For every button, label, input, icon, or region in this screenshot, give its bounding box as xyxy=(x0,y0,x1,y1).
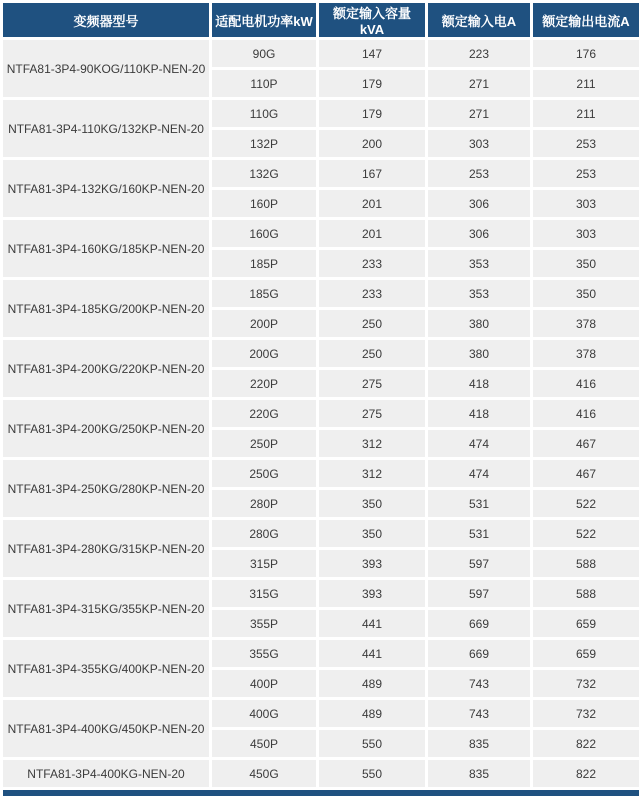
model-cell: NTFA81-3P4-200KG/220KP-NEN-20 xyxy=(3,340,209,397)
model-cell: NTFA81-3P4-160KG/185KP-NEN-20 xyxy=(3,220,209,277)
model-cell: NTFA81-3P4-250KG/280KP-NEN-20 xyxy=(3,460,209,517)
input-current-cell: 380 xyxy=(428,310,530,337)
power-cell: 250G xyxy=(212,460,316,487)
output-current-cell: 588 xyxy=(533,550,639,577)
table-row xyxy=(3,460,639,487)
input-current-cell: 353 xyxy=(428,280,530,307)
model-cell: NTFA81-3P4-185KG/200KP-NEN-20 xyxy=(3,280,209,337)
kva-cell: 275 xyxy=(319,370,425,397)
power-cell: 400P xyxy=(212,670,316,697)
input-current-cell: 531 xyxy=(428,490,530,517)
table-row xyxy=(3,520,639,547)
input-current-cell: 253 xyxy=(428,160,530,187)
table-row xyxy=(3,100,639,127)
table-row xyxy=(3,640,639,667)
power-cell: 110G xyxy=(212,100,316,127)
input-current-cell: 474 xyxy=(428,430,530,457)
kva-cell: 179 xyxy=(319,70,425,97)
power-cell: 185P xyxy=(212,250,316,277)
input-current-cell: 474 xyxy=(428,460,530,487)
table-header xyxy=(3,3,639,37)
col-header-motor-power: 适配电机功率kW xyxy=(212,3,316,37)
table-row xyxy=(3,700,639,727)
output-current-cell: 732 xyxy=(533,700,639,727)
input-current-cell: 306 xyxy=(428,190,530,217)
kva-cell: 393 xyxy=(319,550,425,577)
power-cell: 220P xyxy=(212,370,316,397)
output-current-cell: 822 xyxy=(533,760,639,787)
input-current-cell: 597 xyxy=(428,580,530,607)
output-current-cell: 467 xyxy=(533,460,639,487)
power-cell: 132G xyxy=(212,160,316,187)
model-cell: NTFA81-3P4-355KG/400KP-NEN-20 xyxy=(3,640,209,697)
col-header-model: 变频器型号 xyxy=(3,3,209,37)
power-cell: 315G xyxy=(212,580,316,607)
input-current-cell: 835 xyxy=(428,760,530,787)
kva-cell: 201 xyxy=(319,220,425,247)
input-current-cell: 353 xyxy=(428,250,530,277)
output-current-cell: 350 xyxy=(533,250,639,277)
kva-cell: 489 xyxy=(319,700,425,727)
power-cell: 400G xyxy=(212,700,316,727)
kva-cell: 550 xyxy=(319,730,425,757)
power-cell: 220G xyxy=(212,400,316,427)
output-current-cell: 659 xyxy=(533,640,639,667)
input-current-cell: 669 xyxy=(428,640,530,667)
output-current-cell: 378 xyxy=(533,340,639,367)
input-current-cell: 380 xyxy=(428,340,530,367)
kva-cell: 275 xyxy=(319,400,425,427)
table-row xyxy=(3,340,639,367)
table-row xyxy=(3,280,639,307)
table-row xyxy=(3,580,639,607)
input-current-cell: 531 xyxy=(428,520,530,547)
input-current-cell: 835 xyxy=(428,730,530,757)
kva-cell: 147 xyxy=(319,40,425,67)
model-cell: NTFA81-3P4-110KG/132KP-NEN-20 xyxy=(3,100,209,157)
input-current-cell: 418 xyxy=(428,400,530,427)
kva-cell: 489 xyxy=(319,670,425,697)
kva-cell: 233 xyxy=(319,250,425,277)
power-cell: 200G xyxy=(212,340,316,367)
output-current-cell: 378 xyxy=(533,310,639,337)
table-row xyxy=(3,220,639,247)
kva-cell: 312 xyxy=(319,430,425,457)
kva-cell: 233 xyxy=(319,280,425,307)
output-current-cell: 588 xyxy=(533,580,639,607)
table-bottom-bar xyxy=(3,790,639,796)
power-cell: 160G xyxy=(212,220,316,247)
input-current-cell: 743 xyxy=(428,700,530,727)
kva-cell: 312 xyxy=(319,460,425,487)
output-current-cell: 211 xyxy=(533,100,639,127)
power-cell: 280G xyxy=(212,520,316,547)
kva-cell: 350 xyxy=(319,490,425,517)
output-current-cell: 467 xyxy=(533,430,639,457)
model-cell: NTFA81-3P4-132KG/160KP-NEN-20 xyxy=(3,160,209,217)
input-current-cell: 669 xyxy=(428,610,530,637)
kva-cell: 167 xyxy=(319,160,425,187)
output-current-cell: 211 xyxy=(533,70,639,97)
kva-cell: 550 xyxy=(319,760,425,787)
kva-cell: 441 xyxy=(319,640,425,667)
model-cell: NTFA81-3P4-400KG-NEN-20 xyxy=(3,760,209,787)
kva-cell: 393 xyxy=(319,580,425,607)
output-current-cell: 522 xyxy=(533,490,639,517)
power-cell: 280P xyxy=(212,490,316,517)
output-current-cell: 522 xyxy=(533,520,639,547)
power-cell: 160P xyxy=(212,190,316,217)
col-header-input-capacity: 额定输入容量kVA xyxy=(319,3,425,37)
input-current-cell: 418 xyxy=(428,370,530,397)
model-cell: NTFA81-3P4-90KOG/110KP-NEN-20 xyxy=(3,40,209,97)
kva-cell: 200 xyxy=(319,130,425,157)
table-row xyxy=(3,160,639,187)
header-row xyxy=(3,3,639,37)
kva-cell: 179 xyxy=(319,100,425,127)
table-row xyxy=(3,760,639,787)
input-current-cell: 271 xyxy=(428,100,530,127)
power-cell: 110P xyxy=(212,70,316,97)
input-current-cell: 303 xyxy=(428,130,530,157)
model-cell: NTFA81-3P4-315KG/355KP-NEN-20 xyxy=(3,580,209,637)
kva-cell: 250 xyxy=(319,340,425,367)
output-current-cell: 303 xyxy=(533,220,639,247)
power-cell: 315P xyxy=(212,550,316,577)
power-cell: 450P xyxy=(212,730,316,757)
output-current-cell: 659 xyxy=(533,610,639,637)
input-current-cell: 271 xyxy=(428,70,530,97)
input-current-cell: 743 xyxy=(428,670,530,697)
model-cell: NTFA81-3P4-400KG/450KP-NEN-20 xyxy=(3,700,209,757)
input-current-cell: 223 xyxy=(428,40,530,67)
input-current-cell: 597 xyxy=(428,550,530,577)
table-body xyxy=(3,40,639,787)
power-cell: 200P xyxy=(212,310,316,337)
kva-cell: 441 xyxy=(319,610,425,637)
power-cell: 132P xyxy=(212,130,316,157)
output-current-cell: 253 xyxy=(533,160,639,187)
power-cell: 90G xyxy=(212,40,316,67)
output-current-cell: 416 xyxy=(533,400,639,427)
kva-cell: 350 xyxy=(319,520,425,547)
kva-cell: 201 xyxy=(319,190,425,217)
model-cell: NTFA81-3P4-280KG/315KP-NEN-20 xyxy=(3,520,209,577)
power-cell: 250P xyxy=(212,430,316,457)
power-cell: 355P xyxy=(212,610,316,637)
col-header-output-current: 额定输出电流A xyxy=(533,3,639,37)
output-current-cell: 732 xyxy=(533,670,639,697)
output-current-cell: 416 xyxy=(533,370,639,397)
table-row xyxy=(3,40,639,67)
kva-cell: 250 xyxy=(319,310,425,337)
power-cell: 185G xyxy=(212,280,316,307)
table-row xyxy=(3,400,639,427)
output-current-cell: 350 xyxy=(533,280,639,307)
output-current-cell: 176 xyxy=(533,40,639,67)
power-cell: 450G xyxy=(212,760,316,787)
output-current-cell: 822 xyxy=(533,730,639,757)
model-cell: NTFA81-3P4-200KG/250KP-NEN-20 xyxy=(3,400,209,457)
col-header-input-current: 额定输入电A xyxy=(428,3,530,37)
output-current-cell: 303 xyxy=(533,190,639,217)
power-cell: 355G xyxy=(212,640,316,667)
output-current-cell: 253 xyxy=(533,130,639,157)
input-current-cell: 306 xyxy=(428,220,530,247)
